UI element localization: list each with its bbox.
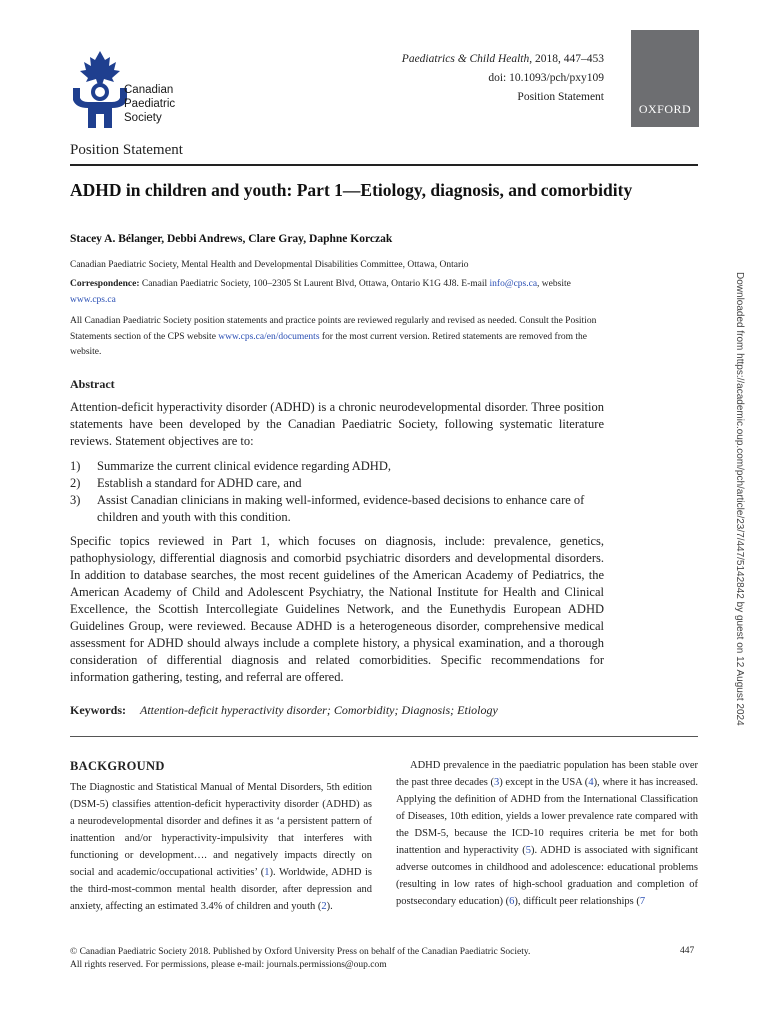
list-item: 1) Summarize the current clinical evidence regarding ADHD,	[70, 459, 391, 473]
logo-text: Canadian Paediatric Society	[124, 84, 176, 124]
section-label: Position Statement	[70, 142, 183, 158]
ref-link[interactable]: 7	[639, 896, 646, 907]
download-watermark: Downloaded from https://academic.oup.com/pch/article/23/7/447/5142842 by guest on 12 August 2024	[734, 272, 745, 726]
abstract-divider	[70, 736, 698, 737]
list-item: 3) Assist Canadian clinicians in making well-informed, evidence-based decisions to enhance care of children and youth with this condition.	[70, 493, 585, 524]
oxford-badge: OXFORD	[631, 30, 699, 127]
journal-info: Paediatrics & Child Health, 2018, 447–453 doi: 10.1093/pch/pxy109 Position Statement	[402, 50, 604, 107]
authors: Stacey A. Bélanger, Debbi Andrews, Clare Gray, Daphne Korczak	[70, 233, 393, 245]
doi: doi: 10.1093/pch/pxy109	[488, 72, 604, 84]
affiliation: Canadian Paediatric Society, Mental Health and Developmental Disabilities Committee, Ottawa, Ontario	[70, 260, 469, 270]
copyright-footer: © Canadian Paediatric Society 2018. Published by Oxford University Press on behalf of the Canadian Paediatric Society. All rights reserved. For permissions, please e-mail: journals.permissions@oup.com	[70, 947, 531, 970]
ref-link[interactable]: 6	[509, 896, 515, 907]
article-type: Position Statement	[517, 91, 604, 103]
list-item: 2) Establish a standard for ADHD care, and	[70, 476, 302, 490]
ref-link[interactable]: 2	[321, 901, 327, 912]
keywords: Keywords: Attention-deficit hyperactivity disorder; Comorbidity; Diagnosis; Etiology	[70, 703, 498, 717]
header-rule	[70, 164, 698, 166]
abstract-intro: Attention-deficit hyperactivity disorder (ADHD) is a chronic neurodevelopmental disorder. Three position statements have been developed by the Canadian Paediatric Society, following systematic literature reviews. Statement objectives are to:	[70, 400, 604, 448]
abstract-body: Specific topics reviewed in Part 1, which focuses on diagnosis, include: prevalence, genetics, pathophysiology, differential diagnosis and comorbid psychiatric disorders and developmental disorders. In addition to database searches, the most recent guidelines of the American Academy of Pediatrics, the American Academy of Child and Adolescent Psychiatry, the National Institute for Health and Clinical Excellence, the Scottish Intercollegiate Guidelines Network, and the Eunethydis European ADHD Guidelines Group, were reviewed. Because ADHD is a heterogeneous disorder, comprehensive medical assessment for ADHD should always include a complete history, a physical examination, and a thorough consideration of differential diagnosis and related comorbidities. Specific recommendations for information gathering, testing, and referral are offered.	[70, 534, 604, 684]
objectives-list	[70, 458, 604, 526]
background-column-1: The Diagnostic and Statistical Manual of Mental Disorders, 5th edition (DSM-5) classifies attention-deficit hyperactivity disorder (ADHD) as a neurodevelopmental disorder and defines it as ‘a persistent pattern of inattention and/or hyperactivity-impulsivity that interferes with functioning or development…. and negatively impacts directly on social and academic/occupational activities’ (1). Worldwide, ADHD is the third-most-common mental health disorder, after depression and anxiety, affecting an estimated 3.4% of children and youth (2).	[70, 782, 372, 912]
documents-link[interactable]: www.cps.ca/en/documents	[218, 331, 320, 342]
page-number: 447	[680, 946, 695, 956]
background-heading: BACKGROUND	[70, 759, 165, 773]
ref-link[interactable]: 5	[525, 845, 531, 856]
background-column-2: ADHD prevalence in the paediatric population has been stable over the past three decades (3) except in the USA (4), where it has increased. Applying the definition of ADHD from the International Classification of Diseases, 10th edition, yields a lower prevalence rate compared with the DSM-5, because the ICD-10 requires criteria be met for both inattention and hyperactivity (5). ADHD is associated with significant adverse outcomes in childhood and adolescence: educational problems (resulting in low rates of high-school graduation and completion of postsecondary education) (6), difficult peer relationships (7	[396, 760, 699, 907]
ref-link[interactable]: 4	[588, 777, 594, 788]
ref-link[interactable]: 3	[494, 777, 500, 788]
email-link[interactable]: info@cps.ca	[489, 279, 538, 289]
review-notice: All Canadian Paediatric Society position statements and practice points are reviewed regularly and revised as needed. Consult the Position Statements section of the CPS website www.cps.ca/en/documents for the most current version. Retired statements are removed from the website.	[70, 316, 597, 357]
correspondence: Correspondence: Canadian Paediatric Society, 100–2305 St Laurent Blvd, Ottawa, Ontario K1G 4J8. E-mail info@cps.ca, website www.cps.ca	[70, 279, 571, 305]
website-link[interactable]: www.cps.ca	[70, 294, 116, 305]
abstract-heading: Abstract	[70, 377, 115, 391]
journal-name: Paediatrics & Child Health	[401, 53, 530, 65]
article-title: ADHD in children and youth: Part 1—Etiology, diagnosis, and comorbidity	[70, 180, 633, 200]
ref-link[interactable]: 1	[264, 867, 270, 878]
